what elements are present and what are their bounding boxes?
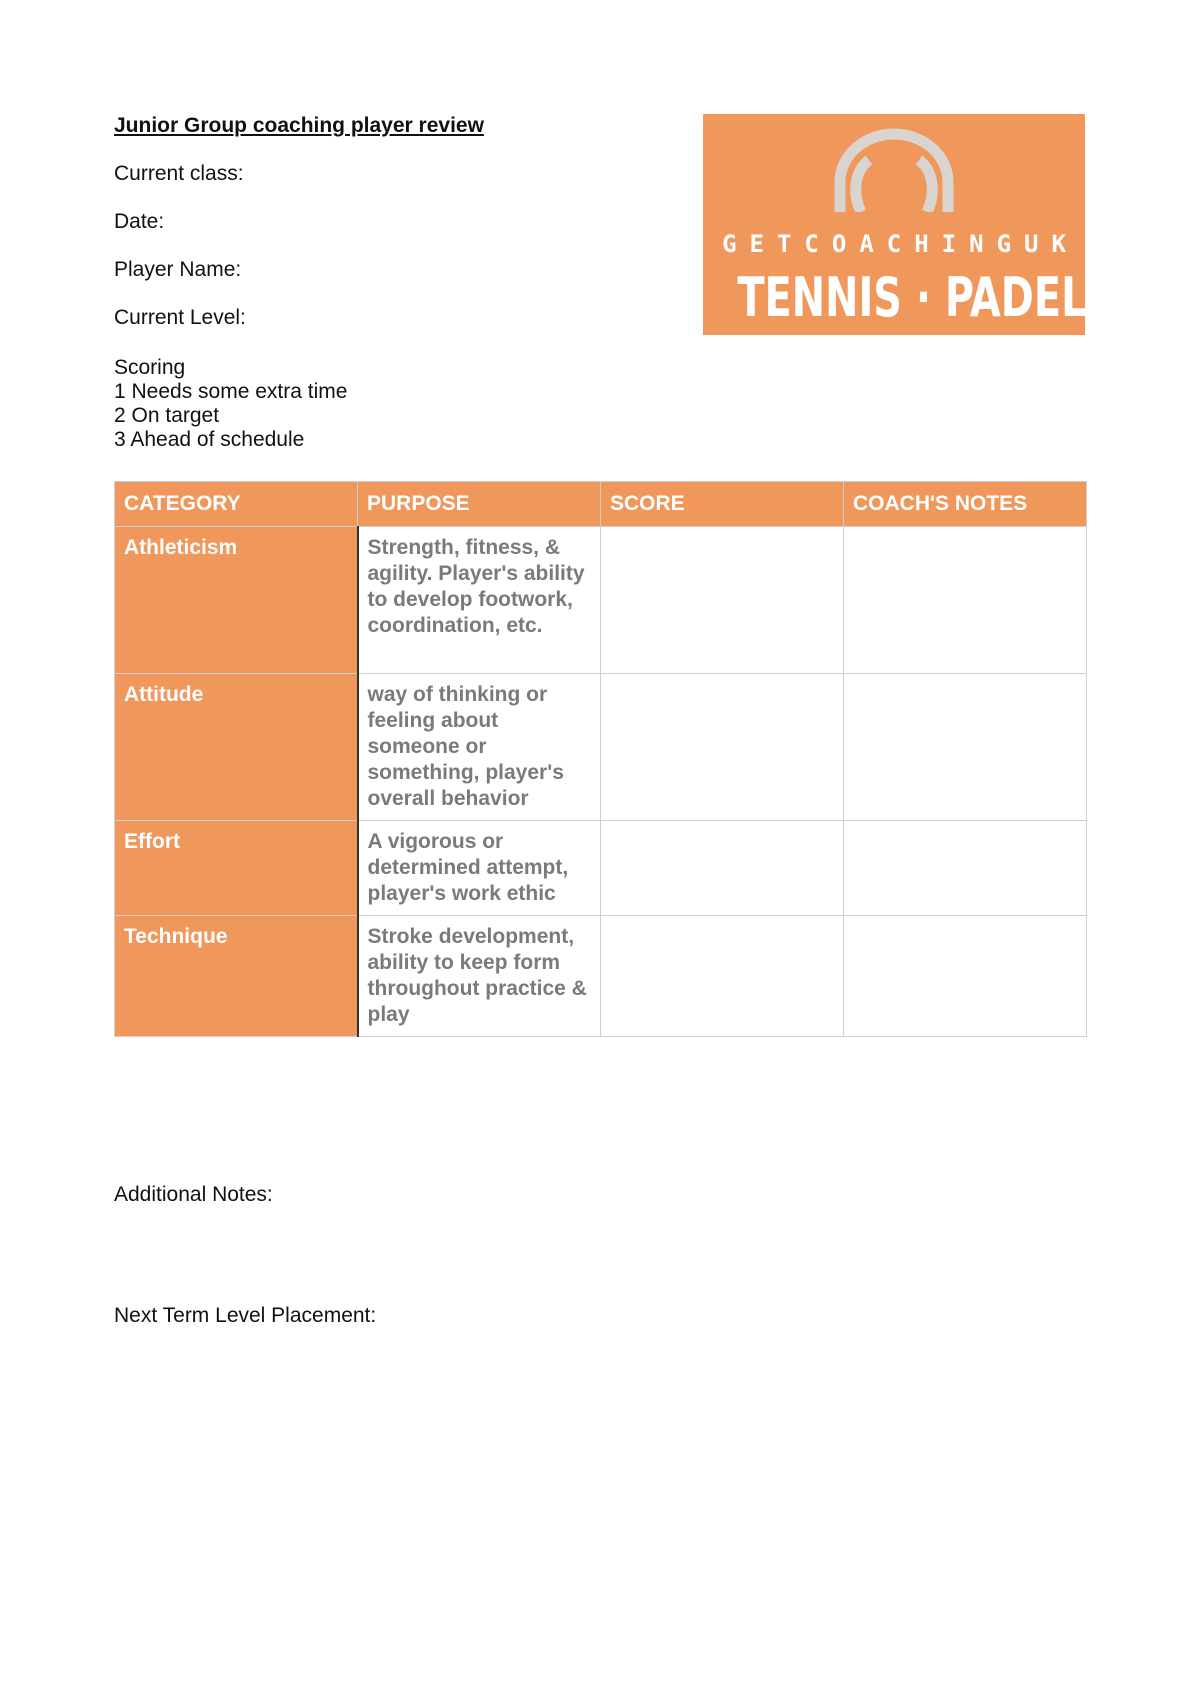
purpose-cell: way of thinking or feeling about someone or something, player's overall behavior bbox=[358, 674, 601, 821]
purpose-cell: Strength, fitness, & agility. Player's ability to develop footwork, coordination, etc. bbox=[358, 527, 601, 674]
review-table bbox=[114, 481, 1087, 1037]
score-cell[interactable] bbox=[601, 527, 844, 674]
table-row bbox=[115, 916, 1087, 1037]
notes-cell[interactable] bbox=[844, 821, 1087, 916]
getcoachinguk-logo bbox=[703, 114, 1085, 335]
logo-sports-text: TENNIS · PADEL bbox=[737, 266, 1087, 329]
table-row bbox=[115, 821, 1087, 916]
purpose-cell: A vigorous or determined attempt, player's work ethic bbox=[358, 821, 601, 916]
logo-brand-text: GETCOACHINGUK bbox=[722, 230, 1079, 258]
score-cell[interactable] bbox=[601, 916, 844, 1037]
category-cell: Technique bbox=[115, 916, 358, 1037]
header-coach-notes: COACH'S NOTES bbox=[844, 482, 1087, 527]
scoring-heading: Scoring bbox=[114, 356, 186, 379]
header-score: SCORE bbox=[601, 482, 844, 527]
score-cell[interactable] bbox=[601, 674, 844, 821]
category-cell: Athleticism bbox=[115, 527, 358, 674]
table-row bbox=[115, 674, 1087, 821]
additional-notes-label: Additional Notes: bbox=[114, 1183, 273, 1206]
scoring-legend bbox=[114, 356, 347, 452]
score-cell[interactable] bbox=[601, 821, 844, 916]
category-cell: Attitude bbox=[115, 674, 358, 821]
current-class-label: Current class: bbox=[114, 162, 244, 185]
scoring-level: 2 On target bbox=[114, 404, 220, 427]
notes-cell[interactable] bbox=[844, 527, 1087, 674]
table-header-row bbox=[115, 482, 1087, 527]
notes-cell[interactable] bbox=[844, 916, 1087, 1037]
next-term-placement-label: Next Term Level Placement: bbox=[114, 1304, 377, 1327]
purpose-cell: Stroke development, ability to keep form throughout practice & play bbox=[358, 916, 601, 1037]
current-level-label: Current Level: bbox=[114, 306, 246, 329]
date-label: Date: bbox=[114, 210, 165, 233]
player-name-label: Player Name: bbox=[114, 258, 242, 281]
category-cell: Effort bbox=[115, 821, 358, 916]
header-category: CATEGORY bbox=[115, 482, 358, 527]
scoring-level: 1 Needs some extra time bbox=[114, 380, 348, 403]
form-title: Junior Group coaching player review bbox=[114, 114, 484, 137]
header-purpose: PURPOSE bbox=[358, 482, 601, 527]
scoring-level: 3 Ahead of schedule bbox=[114, 428, 305, 451]
notes-cell[interactable] bbox=[844, 674, 1087, 821]
table-row bbox=[115, 527, 1087, 674]
